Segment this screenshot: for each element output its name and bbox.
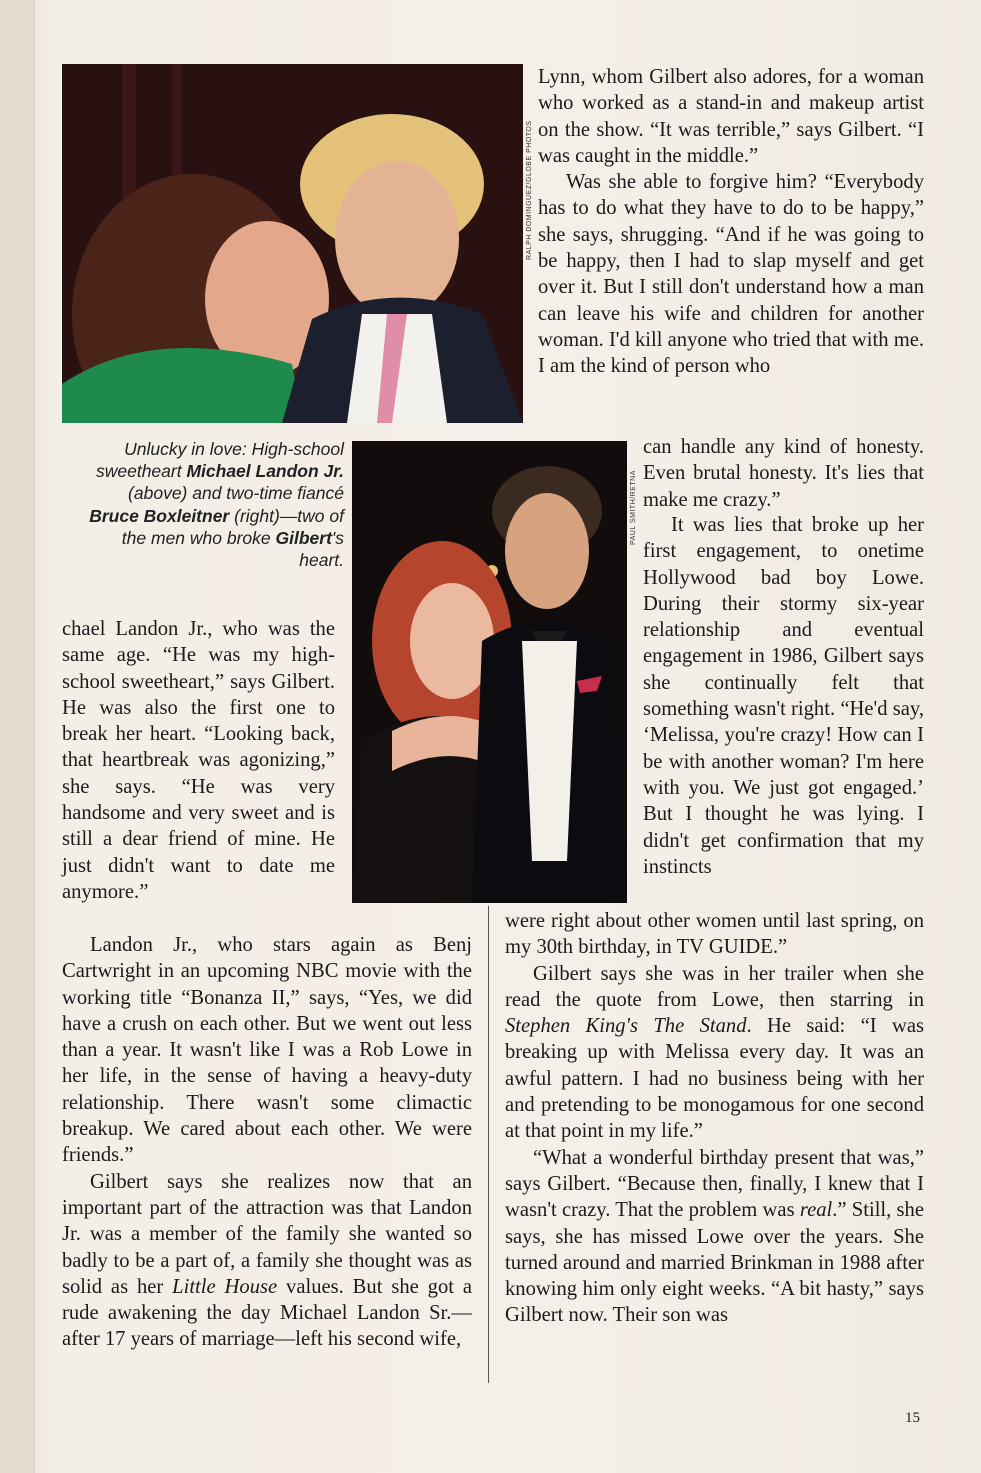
paragraph-text: .” Still, she says, she has missed Lowe over the years. She turned around and married Brinkman in 1988 after knowing him only eight weeks. “A bit hasty,” says Gilbert now. Their son was: [505, 1199, 924, 1327]
column-rule: [488, 906, 489, 1383]
photo-credit-2: PAUL SMITH/RETNA: [630, 470, 637, 545]
photo-credit-1: RALPH DOMINGUEZ/GLOBE PHOTOS: [526, 120, 533, 260]
paragraph: Landon Jr., who stars again as Benj Cartwright in an upcoming NBC movie with the working title “Bonanza II,” says, “Yes, we did have a crush on each other. But we went out less than a year. It wasn't like I was a Rob Lowe in her life, in the sense of having a heavy-duty relationship. There wasn't some climactic breakup. We cared about each other. We were friends.”: [62, 934, 472, 1167]
photo-landon-jr-illustration: [62, 64, 523, 423]
paragraph: It was lies that broke up her first engagement, to onetime Hollywood bad boy Lowe. During their stormy six-year relationship and eventual engagement in 1986, Gilbert says she continually felt that something wasn't right. “He'd say, ‘Melissa, you're crazy! How can I be with another woman? I'm here with you. We just got engaged.’ But I thought he was lying. I didn't get confirmation that my instincts: [643, 514, 924, 878]
photo-boxleitner-illustration: [352, 441, 627, 903]
caption-name-landon: Michael Landon Jr.: [186, 461, 344, 482]
emphasis-real: real: [799, 1199, 833, 1222]
paragraph-text: . He said: “I was breaking up with Melissa every day. It was an awful pattern. I had no business being with her and pretending to be monogamous for one second at that point in my life.”: [505, 1015, 924, 1143]
article-column-right-mid: [643, 434, 924, 513]
paragraph-text: values. But she got a rude awakening the day Michael Landon Sr.—after 17 years of marriage—left his second wife,: [62, 1275, 472, 1351]
caption-name-boxleitner: Bruce Boxleitner: [89, 505, 230, 526]
page-number: 15: [905, 1410, 920, 1426]
paragraph: can handle any kind of honesty. Even brutal honesty. It's lies that make me crazy.”: [643, 436, 924, 511]
photo-landon-jr: [62, 64, 523, 423]
title-the-stand: Stephen King's The Stand: [505, 1015, 747, 1038]
article-column-right-mid-2: [643, 512, 924, 880]
photo-boxleitner: [352, 441, 627, 903]
paragraph: Was she able to forgive him? “Everybody has to do what they have to do to be happy,” she says, shrugging. “And if he was going to be happy, then I had to slap myself and get over it. But I still don't understand how a man can leave his wife and children for another woman. I'd kill anyone who tried that with me. I am the kind of person who: [538, 171, 924, 378]
caption-lead: Unlucky in love: High-school sweetheart: [95, 439, 344, 482]
paragraph-text: “What a wonderful birthday present that was,” says Gilbert. “Because then, finally, I knew that I wasn't crazy. That the problem was: [505, 1146, 924, 1222]
title-little-house: Little House: [172, 1275, 278, 1298]
caption-name-gilbert: Gilbert: [275, 527, 332, 548]
paragraph: [62, 1169, 472, 1353]
article-column-right-top: [538, 64, 924, 380]
photo-caption: [80, 438, 344, 571]
caption-mid: (above) and two-time fiancé: [128, 483, 344, 504]
article-column-left: [62, 932, 472, 1353]
torn-page-edge: [0, 0, 35, 1473]
paragraph: chael Landon Jr., who was the same age. “He was my high-school sweetheart,” says Gilbert. He was also the first one to break her heart. “Looking back, that heartbreak was agonizing,” she says. “He was very handsome and very sweet and is still a dear friend of mine. He just didn't want to date me anymore.”: [62, 618, 335, 903]
paragraph-text: Gilbert says she realizes now that an important part of the attraction was that Landon Jr. was a member of the family she wanted so badly to be a part of, a family she thought was as solid as her: [62, 1170, 472, 1298]
paragraph-text: Gilbert says she was in her trailer when she read the quote from Lowe, then starring in: [505, 962, 924, 1011]
paragraph: were right about other women until last spring, on my 30th birthday, in TV GUIDE.”: [505, 910, 924, 959]
caption-tail: (right)—two of the men who broke: [121, 505, 344, 548]
paragraph: [505, 961, 924, 1145]
caption-end: 's heart.: [299, 527, 344, 571]
article-column-left-top: [62, 616, 335, 905]
article-column-right: [505, 908, 924, 1329]
paragraph: [505, 1145, 924, 1329]
paragraph: Lynn, whom Gilbert also adores, for a woman who worked as a stand-in and makeup artist on the show. “It was terrible,” says Gilbert. “I was caught in the middle.”: [538, 66, 924, 167]
